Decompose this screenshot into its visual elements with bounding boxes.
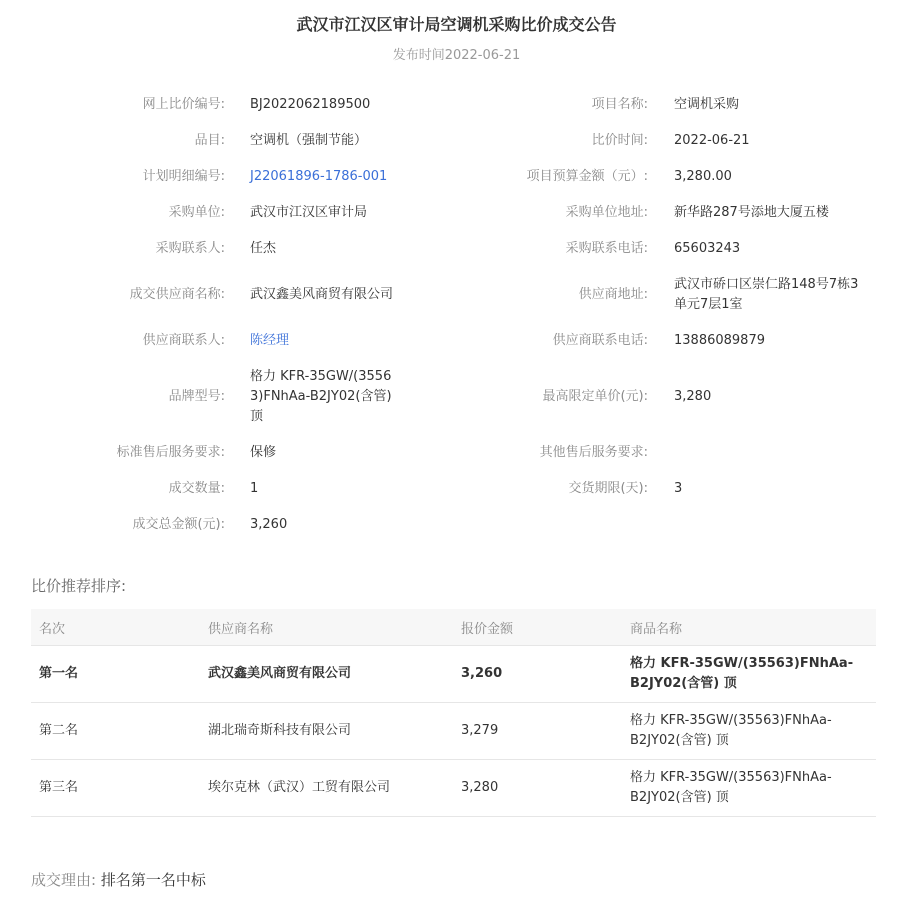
buyer-contact-label: 采购联系人: xyxy=(155,241,225,256)
plan-no-label: 计划明细编号: xyxy=(142,169,225,184)
amount-cell: 3,260 xyxy=(453,646,622,703)
buyer-phone-label: 采购联系电话: xyxy=(565,241,648,256)
deal-reason-label: 成交理由: xyxy=(31,871,97,889)
header-rank: 名次 xyxy=(31,609,200,646)
product-cell: 格力 KFR-35GW/(35563)FNhAa-B2JY02(含管) 顶 xyxy=(622,760,876,817)
buyer-value: 武汉市江汉区审计局 xyxy=(250,205,368,220)
product-cell: 格力 KFR-35GW/(35563)FNhAa-B2JY02(含管) 顶 xyxy=(622,646,876,703)
quantity-label: 成交数量: xyxy=(168,481,225,496)
brand-value: 格力 KFR-35GW/(35563)FNhAa-B2JY02(含管) 顶 xyxy=(250,369,392,424)
product-cell: 格力 KFR-35GW/(35563)FNhAa-B2JY02(含管) 顶 xyxy=(622,703,876,760)
category-label: 品目: xyxy=(194,133,225,148)
ranking-header-row xyxy=(31,609,876,646)
buyer-address-label: 采购单位地址: xyxy=(565,205,648,220)
supplier-contact-label: 供应商联系人: xyxy=(142,333,225,348)
delivery-value: 3 xyxy=(674,481,683,496)
bid-time-label: 比价时间: xyxy=(591,133,648,148)
buyer-label: 采购单位: xyxy=(168,205,225,220)
budget-value: 3,280.00 xyxy=(674,169,732,184)
ranking-table xyxy=(31,609,876,817)
max-price-value: 3,280 xyxy=(674,389,712,404)
other-service-label: 其他售后服务要求: xyxy=(539,445,648,460)
table-row xyxy=(31,703,876,760)
delivery-label: 交货期限(天): xyxy=(568,481,648,496)
table-row xyxy=(31,646,876,703)
quantity-value: 1 xyxy=(250,481,259,496)
budget-label: 项目预算金额（元）: xyxy=(526,169,648,184)
amount-cell: 3,280 xyxy=(453,760,622,817)
buyer-address-value: 新华路287号添地大厦五楼 xyxy=(674,205,829,220)
rank-cell: 第三名 xyxy=(31,760,200,817)
rank-cell: 第二名 xyxy=(31,703,200,760)
project-name-value: 空调机采购 xyxy=(674,97,740,112)
table-row xyxy=(31,760,876,817)
amount-cell: 3,279 xyxy=(453,703,622,760)
std-service-label: 标准售后服务要求: xyxy=(116,445,225,460)
max-price-label: 最高限定单价(元): xyxy=(542,389,648,404)
total-value: 3,260 xyxy=(250,517,288,532)
header-supplier: 供应商名称 xyxy=(200,609,453,646)
deal-reason-value: 排名第一名中标 xyxy=(100,871,206,889)
ranking-title: 比价推荐排序: xyxy=(31,577,127,595)
category-value: 空调机（强制节能） xyxy=(250,133,368,148)
supplier-address-label: 供应商地址: xyxy=(578,287,648,302)
header-product: 商品名称 xyxy=(622,609,876,646)
bid-no-value: BJ2022062189500 xyxy=(250,97,371,112)
supplier-cell: 武汉鑫美风商贸有限公司 xyxy=(200,646,453,703)
brand-label: 品牌型号: xyxy=(168,389,225,404)
bid-time-value: 2022-06-21 xyxy=(674,133,750,148)
supplier-phone-value: 13886089879 xyxy=(674,333,765,348)
total-label: 成交总金额(元): xyxy=(132,517,225,532)
buyer-contact-value: 任杰 xyxy=(250,241,277,256)
rank-cell: 第一名 xyxy=(31,646,200,703)
bid-no-label: 网上比价编号: xyxy=(142,97,225,112)
supplier-cell: 湖北瑞奇斯科技有限公司 xyxy=(200,703,453,760)
buyer-phone-value: 65603243 xyxy=(674,241,741,256)
supplier-label: 成交供应商名称: xyxy=(129,287,225,302)
project-name-label: 项目名称: xyxy=(591,97,648,112)
supplier-value: 武汉鑫美风商贸有限公司 xyxy=(250,287,394,302)
header-amount: 报价金额 xyxy=(453,609,622,646)
page-title: 武汉市江汉区审计局空调机采购比价成交公告 xyxy=(296,15,617,34)
deal-reason xyxy=(31,869,206,890)
publish-time: 发布时间2022-06-21 xyxy=(392,48,521,63)
plan-no-link[interactable]: J22061896-1786-001 xyxy=(250,169,388,184)
supplier-cell: 埃尔克林（武汉）工贸有限公司 xyxy=(200,760,453,817)
supplier-contact-link[interactable]: 陈经理 xyxy=(250,333,290,348)
supplier-phone-label: 供应商联系电话: xyxy=(552,333,648,348)
std-service-value: 保修 xyxy=(250,445,277,460)
supplier-address-value: 武汉市硚口区崇仁路148号7栋3单元7层1室 xyxy=(674,277,859,312)
